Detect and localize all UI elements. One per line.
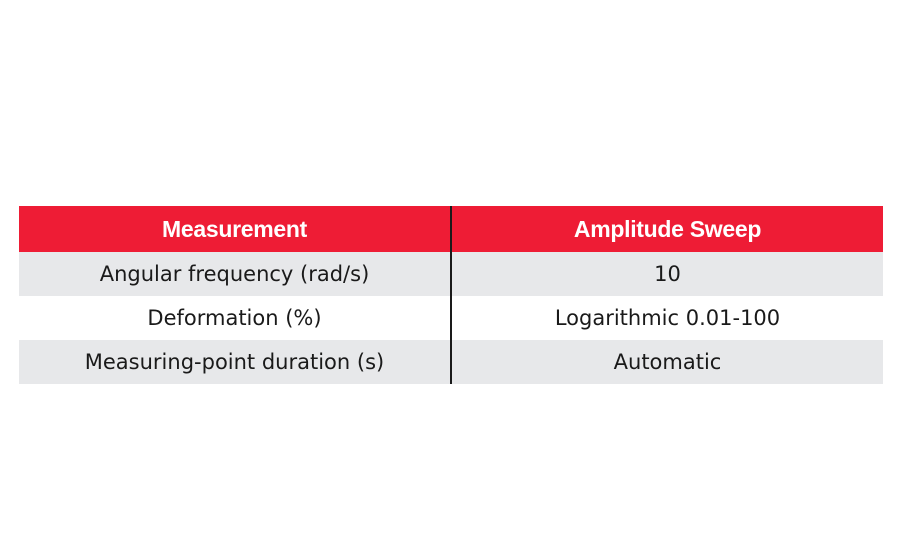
cell-value: 10: [451, 252, 883, 296]
parameters-table: [19, 206, 883, 384]
table-header-row: [19, 206, 883, 252]
cell-value: Logarithmic 0.01-100: [451, 296, 883, 340]
cell-parameter: Measuring-point duration (s): [19, 340, 451, 384]
cell-parameter: Deformation (%): [19, 296, 451, 340]
parameters-table-container: [19, 206, 883, 384]
header-measurement: Measurement: [19, 206, 451, 252]
table-row: [19, 252, 883, 296]
header-amplitude-sweep: Amplitude Sweep: [451, 206, 883, 252]
cell-value: Automatic: [451, 340, 883, 384]
table-row: [19, 296, 883, 340]
cell-parameter: Angular frequency (rad/s): [19, 252, 451, 296]
table-row: [19, 340, 883, 384]
